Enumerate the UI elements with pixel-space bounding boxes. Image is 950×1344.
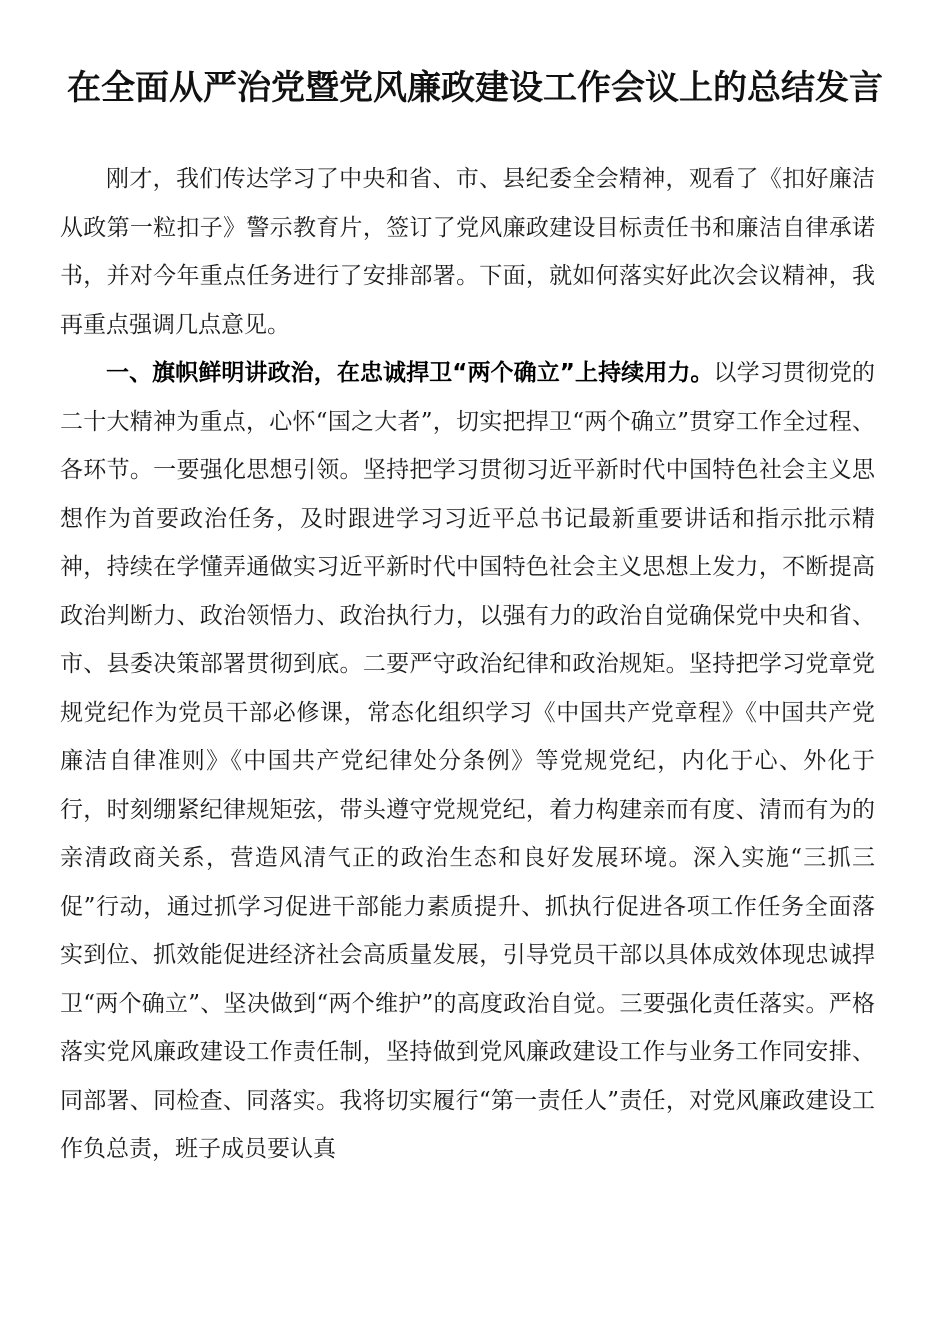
intro-paragraph <box>60 155 875 349</box>
document-title: 在全面从严治党暨党风廉政建设工作会议上的总结发言 <box>67 68 883 108</box>
section-one-paragraph <box>60 349 875 1174</box>
section-one-text: 以学习贯彻党的二十大精神为重点，心怀“国之大者”，切实把捍卫“两个确立”贯穿工作全过程、各环节。一要强化思想引领。坚持把学习贯彻习近平新时代中国特色社会主义思想作为首要政治任务，及时跟进学习习近平总书记最新重要讲话和指示批示精神，持续在学懂弄通做实习近平新时代中国特色社会主义思想上发力，不断提高政治判断力、政治领悟力、政治执行力，以强有力的政治自觉确保党中央和省、市、县委决策部署贯彻到底。二要严守政治纪律和政治规矩。坚持把学习党章党规党纪作为党员干部必修课，常态化组织学习《中国共产党章程》《中国共产党廉洁自律准则》《中国共产党纪律处分条例》等党规党纪，内化于心、外化于行，时刻绷紧纪律规矩弦，带头遵守党规党纪，着力构建亲而有度、清而有为的亲清政商关系，营造风清气正的政治生态和良好发展环境。深入实施“三抓三促”行动，通过抓学习促进干部能力素质提升、抓执行促进各项工作任务全面落实到位、抓效能促进经济社会高质量发展，引导党员干部以具体成效体现忠诚捍卫“两个确立”、坚决做到“两个维护”的高度政治自觉。三要强化责任落实。严格落实党风廉政建设工作责任制，坚持做到党风廉政建设工作与业务工作同安排、同部署、同检查、同落实。我将切实履行“第一责任人”责任，对党风廉政建设工作负总责，班子成员要认真 <box>60 360 876 1162</box>
intro-paragraph-text: 刚才，我们传达学习了中央和省、市、县纪委全会精神，观看了《扣好廉洁从政第一粒扣子》警示教育片，签订了党风廉政建设目标责任书和廉洁自律承诺书，并对今年重点任务进行了安排部署。下面，就如何落实好此次会议精神，我再重点强调几点意见。 <box>60 166 875 338</box>
section-one-heading: 一、旗帜鲜明讲政治，在忠诚捍卫“两个确立”上持续用力。 <box>106 360 714 386</box>
document-body <box>60 155 875 1174</box>
